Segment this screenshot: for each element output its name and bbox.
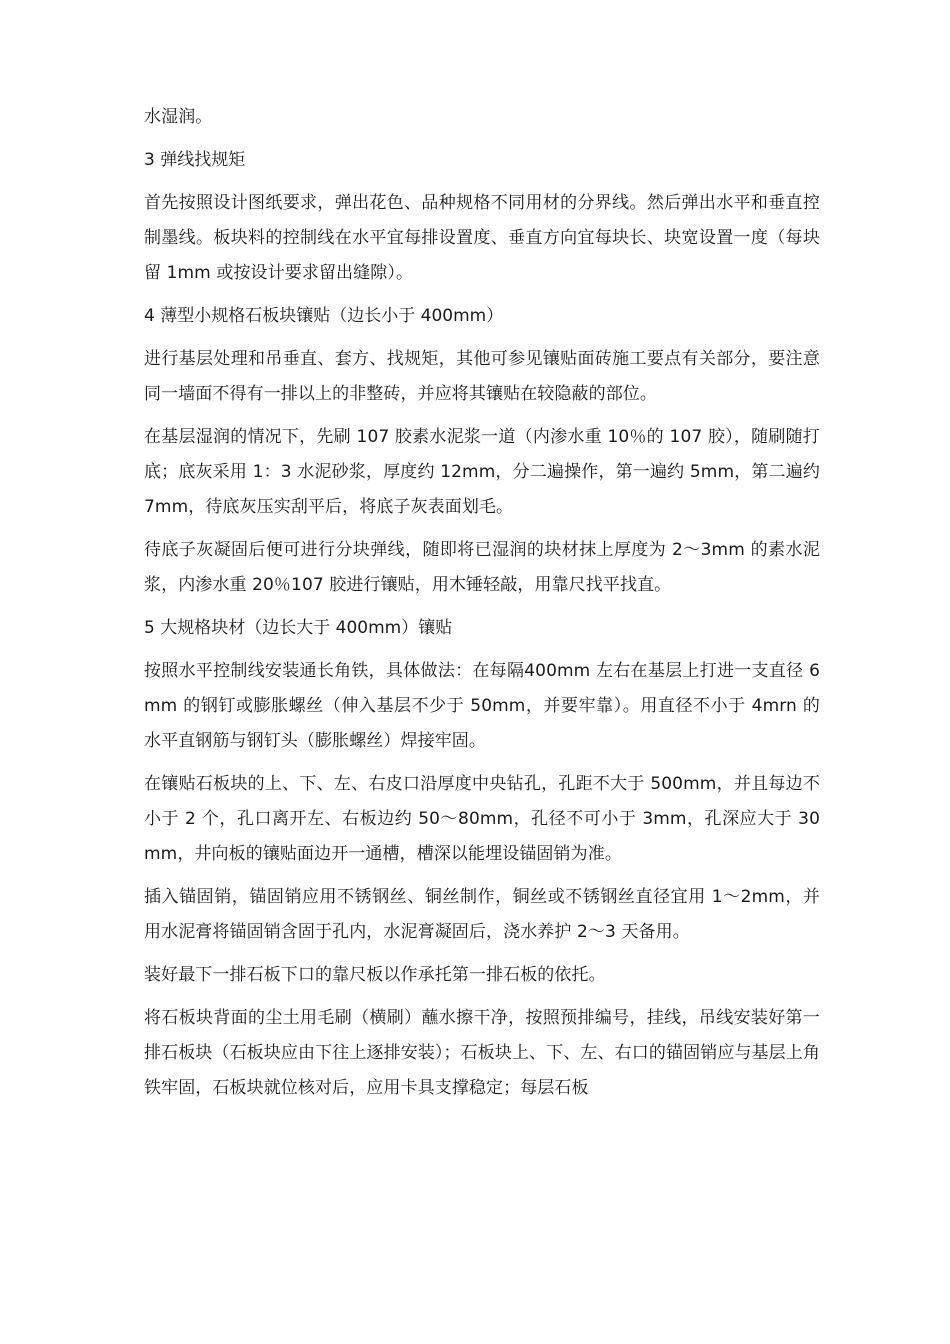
paragraph: 按照水平控制线安装通长角铁，具体做法：在每隔400mm 左右在基层上打进一支直径 6mm 的钢钉或膨胀螺丝（伸入基层不少于 50mm，并要牢靠）。用直径不小于 4mrn 的水平直钢筋与钢钉头（膨胀螺丝）焊接牢固。 bbox=[144, 661, 820, 751]
paragraph: 将石板块背面的尘土用毛刷（横刷）蘸水擦干净，按照预排编号，挂线，吊线安装好第一排石板块（石板块应由下往上逐排安装）；石板块上、下、左、右口的锚固销应与基层上角铁牢固，石板块就位核对后，应用卡具支撑稳定；每层石板 bbox=[144, 1008, 820, 1098]
paragraph: 水湿润。 bbox=[144, 107, 213, 127]
paragraph: 插入锚固销，锚固销应用不锈钢丝、铜丝制作，铜丝或不锈钢丝直径宜用 1～2mm，并用水泥膏将锚固销含固于孔内，水泥膏凝固后，浇水养护 2～3 天备用。 bbox=[144, 887, 820, 942]
paragraph: 在基层湿润的情况下，先刷 107 胶素水泥浆一道（内渗水重 10％的 107 胶），随刷随打底；底灰采用 1：3 水泥砂浆，厚度约 12mm，分二遍操作，第一遍约 5mm，第二遍约 7mm，待底灰压实刮平后，将底子灰表面划毛。 bbox=[144, 427, 820, 517]
section-heading: 4 薄型小规格石板块镶贴（边长小于 400mm） bbox=[144, 306, 504, 326]
paragraph: 待底子灰凝固后便可进行分块弹线，随即将已湿润的块材抹上厚度为 2～3mm 的素水泥浆，内渗水重 20％107 胶进行镶贴，用木锤轻敲，用靠尺找平找直。 bbox=[144, 540, 820, 595]
document-body bbox=[144, 100, 820, 1114]
section-heading: 3 弹线找规矩 bbox=[144, 150, 246, 170]
paragraph: 装好最下一排石板下口的靠尺板以作承托第一排石板的依托。 bbox=[144, 965, 606, 985]
section-heading: 5 大规格块材（边长大于 400mm）镶贴 bbox=[144, 618, 453, 638]
paragraph: 首先按照设计图纸要求，弹出花色、品种规格不同用材的分界线。然后弹出水平和垂直控制墨线。板块料的控制线在水平宜每排设置度、垂直方向宜每块长、块宽设置一度（每块留 1mm 或按设计要求留出缝隙）。 bbox=[144, 193, 820, 283]
paragraph: 进行基层处理和吊垂直、套方、找规矩，其他可参见镶贴面砖施工要点有关部分，要注意同一墙面不得有一排以上的非整砖，并应将其镶贴在较隐蔽的部位。 bbox=[144, 349, 820, 404]
paragraph: 在镶贴石板块的上、下、左、右皮口沿厚度中央钻孔，孔距不大于 500mm，并且每边不小于 2 个，孔口离开左、右板边约 50～80mm，孔径不可小于 3mm，孔深应大于 30mm，井向板的镶贴面边开一通槽，槽深以能埋设锚固销为准。 bbox=[144, 774, 820, 864]
